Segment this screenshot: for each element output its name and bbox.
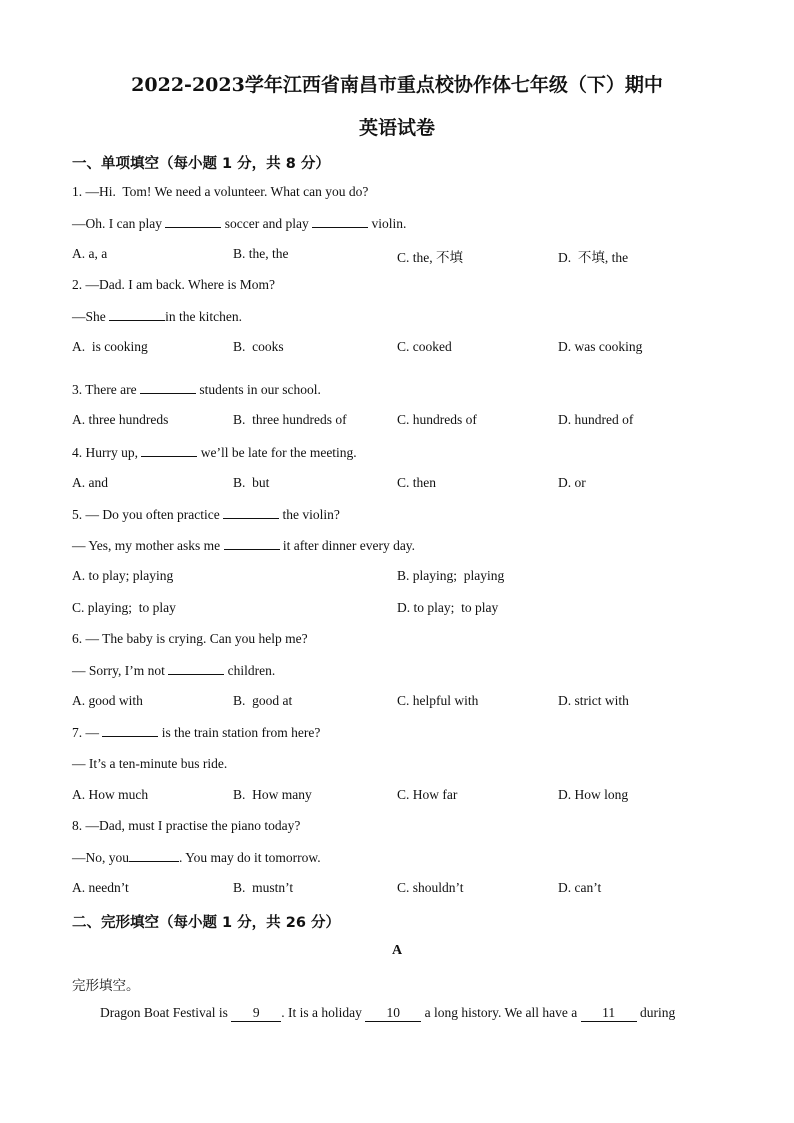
blank bbox=[140, 381, 196, 394]
q3-stem: 3. There are students in our school. bbox=[72, 382, 321, 397]
q6-response: — Sorry, I’m not children. bbox=[72, 663, 276, 678]
blank bbox=[141, 444, 197, 457]
q2-option-b: B. cooks bbox=[233, 339, 284, 354]
q5-response: — Yes, my mother asks me it after dinner every day. bbox=[72, 538, 416, 553]
q2-response: —She in the kitchen. bbox=[72, 309, 242, 324]
q1-stem: 1. —Hi. Tom! We need a volunteer. What can you do? bbox=[72, 184, 369, 199]
q4-option-b: B. but bbox=[233, 475, 270, 490]
q2-option-c: C. cooked bbox=[397, 339, 452, 354]
q5-option-a: A. to play; playing bbox=[72, 568, 174, 583]
blank-number: 10 bbox=[365, 1005, 421, 1022]
blank bbox=[102, 724, 158, 737]
blank bbox=[312, 215, 368, 228]
section1-heading: 一、单项填空（每小题 1 分，共 8 分） bbox=[72, 156, 330, 172]
q1-option-a: A. a, a bbox=[72, 246, 108, 261]
exam-title-line1: 2022-2023学年江西省南昌市重点校协作体七年级（下）期中 bbox=[131, 74, 663, 96]
part-a-label: A bbox=[391, 943, 403, 958]
blank bbox=[129, 849, 179, 862]
section2-heading: 二、完形填空（每小题 1 分，共 26 分） bbox=[72, 915, 340, 931]
exam-title-line2: 英语试卷 bbox=[358, 117, 435, 139]
blank-number: 9 bbox=[231, 1005, 281, 1022]
q7-option-c: C. How far bbox=[397, 787, 458, 802]
q3-option-b: B. three hundreds of bbox=[233, 412, 347, 427]
q7-option-d: D. How long bbox=[558, 787, 629, 802]
q8-stem: 8. —Dad, must I practise the piano today? bbox=[72, 818, 301, 833]
blank bbox=[109, 308, 165, 321]
q2-option-d: D. was cooking bbox=[558, 339, 643, 354]
cloze-passage: Dragon Boat Festival is 9 . It is a holiday 10 a long history. We all have a 11 during bbox=[100, 1005, 676, 1020]
q7-response: — It’s a ten-minute bus ride. bbox=[72, 756, 228, 771]
q5-option-c: C. playing; to play bbox=[72, 600, 176, 615]
q1-option-b: B. the, the bbox=[233, 246, 289, 261]
q8-option-d: D. can’t bbox=[558, 880, 602, 895]
q4-option-d: D. or bbox=[558, 475, 586, 490]
q8-option-a: A. needn’t bbox=[72, 880, 129, 895]
q8-response: —No, you . You may do it tomorrow. bbox=[72, 850, 321, 865]
q5-option-b: B. playing; playing bbox=[397, 568, 505, 583]
q7-option-a: A. How much bbox=[72, 787, 149, 802]
q1-response: —Oh. I can play soccer and play violin. bbox=[72, 216, 407, 231]
q5-option-d: D. to play; to play bbox=[397, 600, 499, 615]
q4-stem: 4. Hurry up, we’ll be late for the meeting. bbox=[72, 445, 357, 460]
cloze-instruction: 完形填空。 bbox=[72, 978, 140, 994]
blank bbox=[224, 537, 280, 550]
q8-option-b: B. mustn’t bbox=[233, 880, 294, 895]
q4-option-a: A. and bbox=[72, 475, 108, 490]
q6-option-c: C. helpful with bbox=[397, 693, 479, 708]
q6-option-d: D. strict with bbox=[558, 693, 629, 708]
q6-option-b: B. good at bbox=[233, 693, 293, 708]
q2-option-a: A. is cooking bbox=[72, 339, 148, 354]
q4-option-c: C. then bbox=[397, 475, 436, 490]
q3-option-d: D. hundred of bbox=[558, 412, 634, 427]
blank bbox=[223, 506, 279, 519]
blank bbox=[165, 215, 221, 228]
q3-option-c: C. hundreds of bbox=[397, 412, 477, 427]
q6-option-a: A. good with bbox=[72, 693, 143, 708]
q1-option-d: D. 不填, the bbox=[558, 250, 629, 265]
q7-option-b: B. How many bbox=[233, 787, 312, 802]
q5-stem: 5. — Do you often practice the violin? bbox=[72, 507, 340, 522]
q3-option-a: A. three hundreds bbox=[72, 412, 169, 427]
q2-stem: 2. —Dad. I am back. Where is Mom? bbox=[72, 277, 275, 292]
q6-stem: 6. — The baby is crying. Can you help me? bbox=[72, 631, 308, 646]
blank bbox=[168, 662, 224, 675]
blank-number: 11 bbox=[581, 1005, 637, 1022]
q8-option-c: C. shouldn’t bbox=[397, 880, 464, 895]
q1-option-c: C. the, 不填 bbox=[397, 250, 463, 265]
q7-stem: 7. — is the train station from here? bbox=[72, 725, 321, 740]
